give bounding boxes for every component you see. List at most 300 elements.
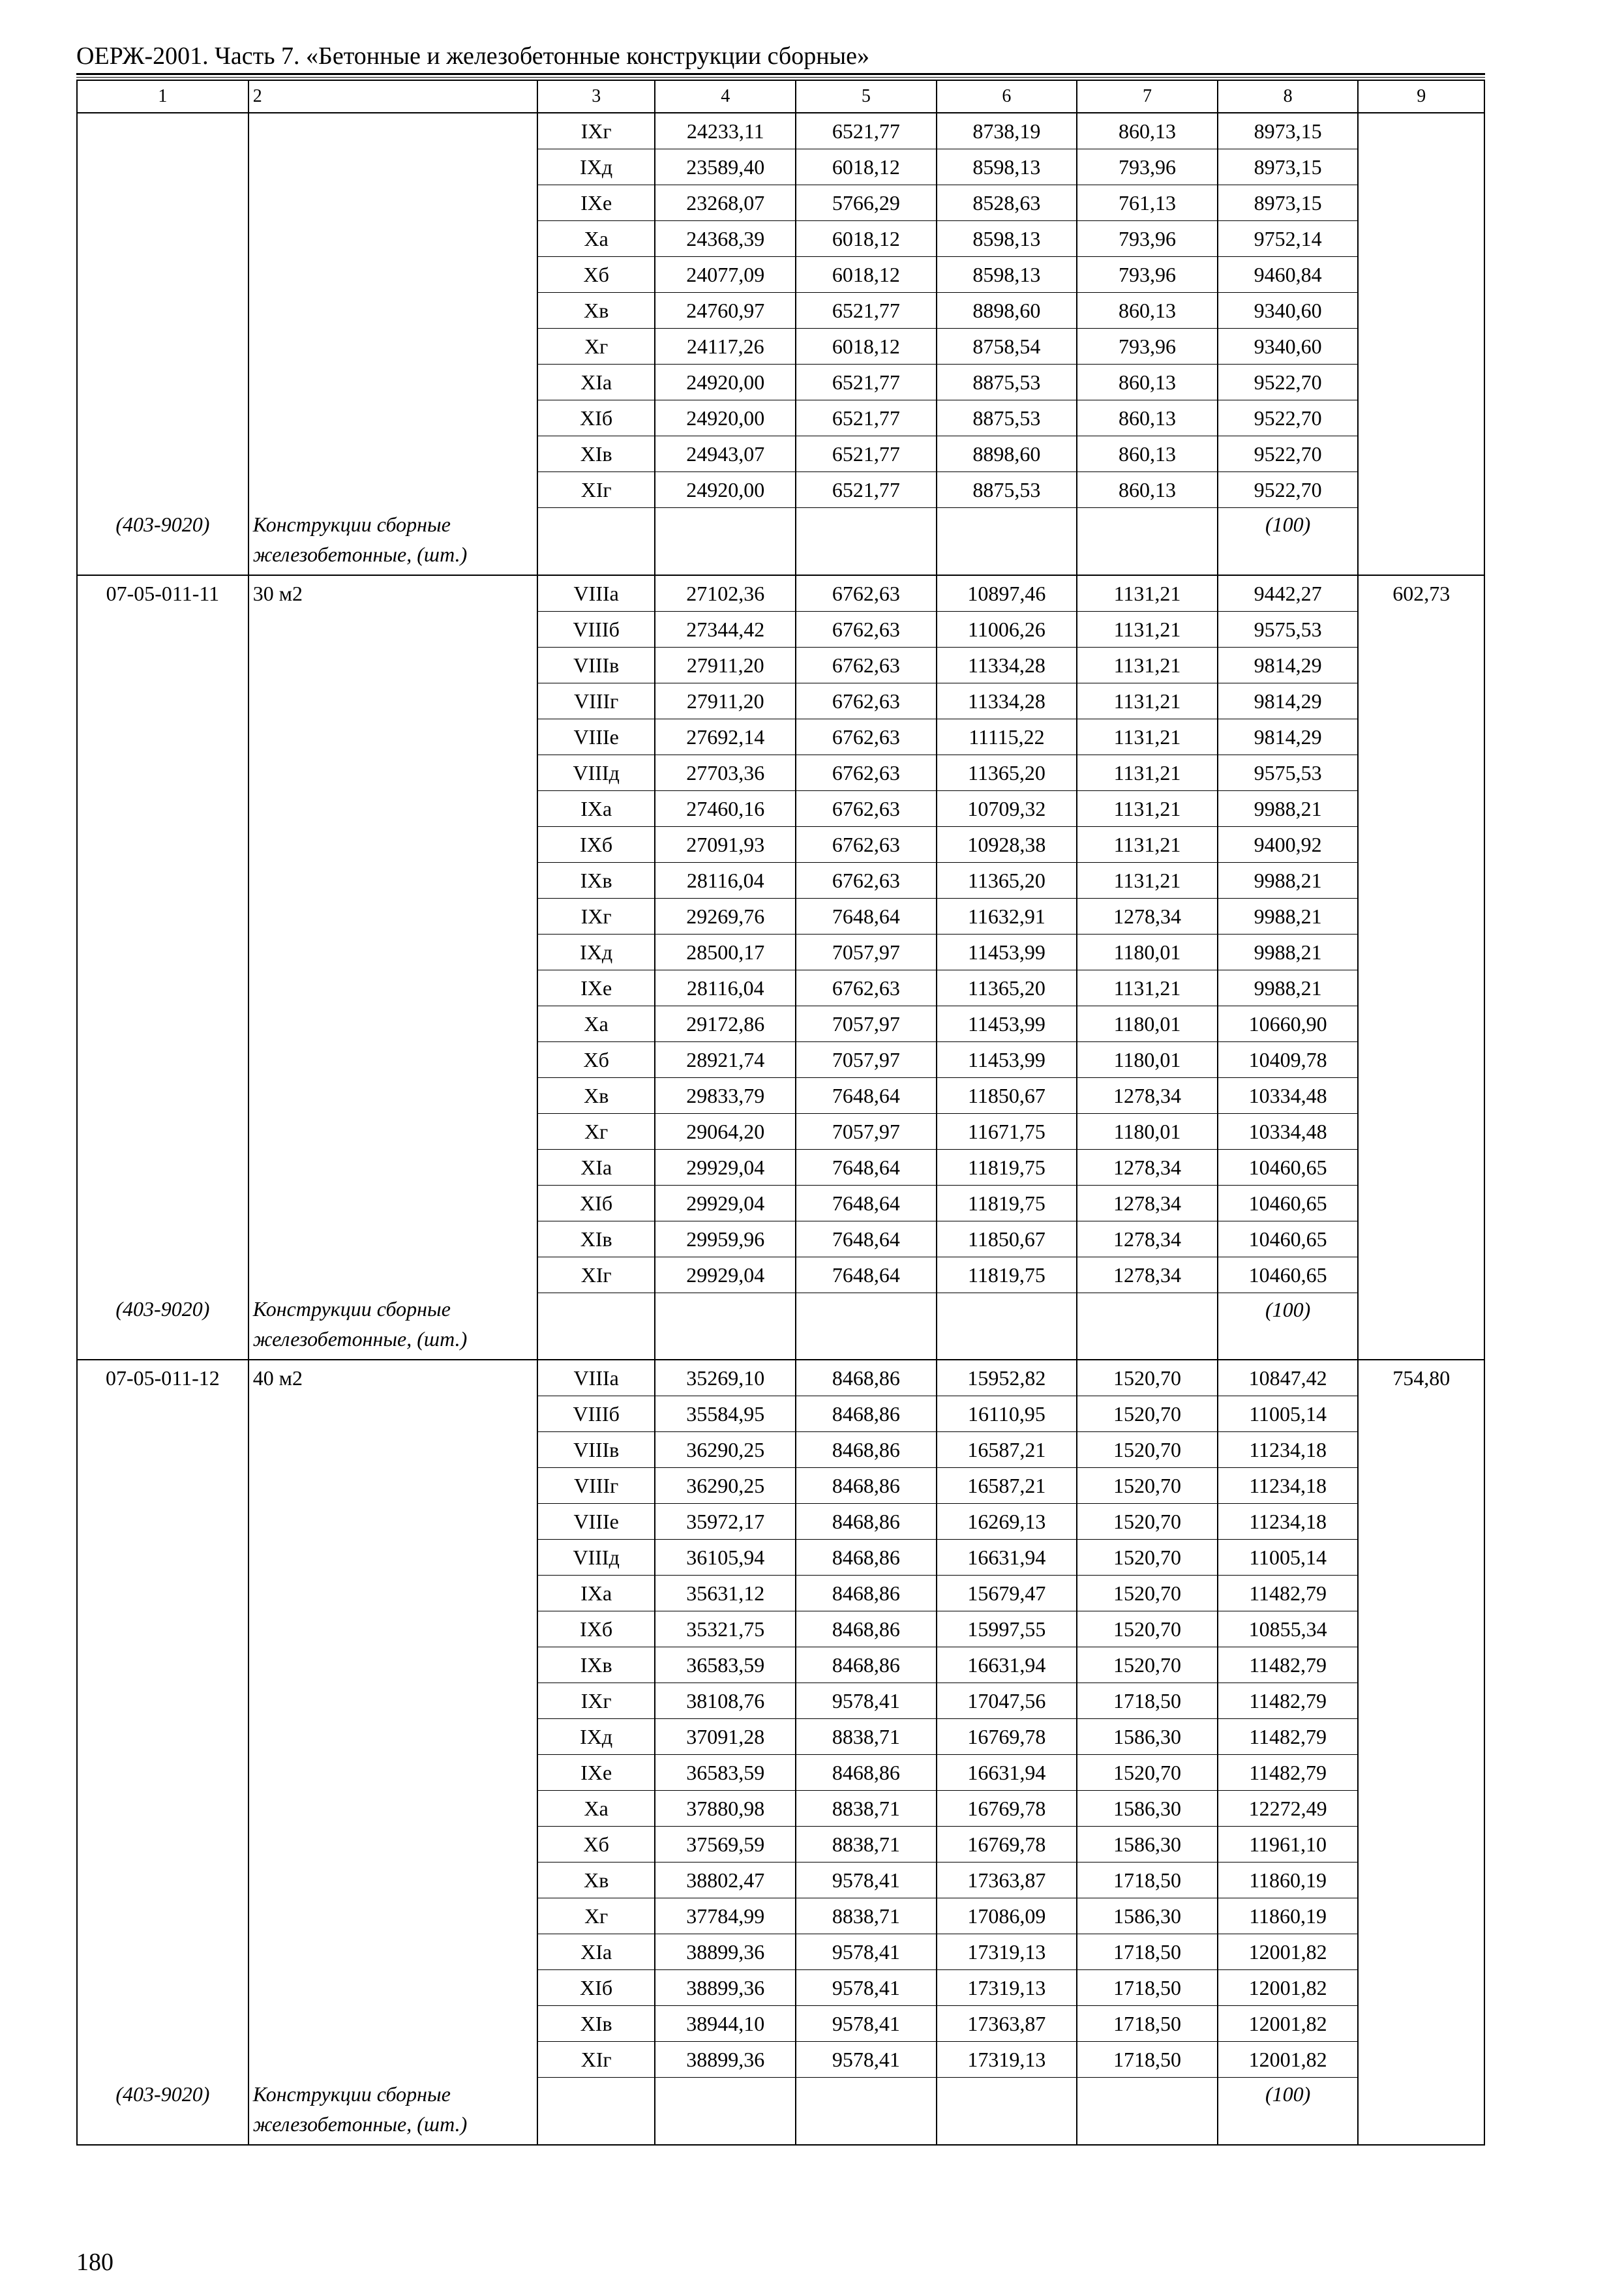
machinist-wage: 1520,70 [1077, 1540, 1218, 1576]
machine-cost: 17319,13 [937, 1970, 1077, 2006]
total-cost: 24760,97 [655, 293, 796, 329]
empty-cell [1358, 1257, 1484, 1293]
empty-cell [248, 826, 537, 862]
empty-cell [1358, 257, 1484, 293]
machinist-wage: 1180,01 [1077, 934, 1218, 970]
machinist-wage: 860,13 [1077, 113, 1218, 149]
machine-cost: 8875,53 [937, 365, 1077, 400]
empty-cell [77, 257, 248, 293]
labor-hours: 754,80 [1358, 1360, 1484, 1396]
machinist-wage: 1278,34 [1077, 1077, 1218, 1113]
zone-code: XIг [537, 1257, 655, 1293]
zone-code: IXг [537, 898, 655, 934]
table-row [77, 683, 1484, 719]
zone-code: Xг [537, 1898, 655, 1934]
empty-cell [796, 1293, 937, 1360]
empty-cell [248, 1576, 537, 1611]
empty-cell [248, 2042, 537, 2078]
empty-cell [77, 1647, 248, 1683]
labor-cost: 6521,77 [796, 365, 937, 400]
empty-cell [248, 257, 537, 293]
empty-cell [248, 436, 537, 472]
empty-cell [655, 508, 796, 575]
machine-cost: 8875,53 [937, 400, 1077, 436]
machinist-wage: 1718,50 [1077, 1683, 1218, 1719]
empty-cell [248, 862, 537, 898]
zone-code: IXд [537, 1719, 655, 1755]
machine-cost: 16587,21 [937, 1432, 1077, 1468]
empty-cell [248, 149, 537, 185]
materials-cost: 8973,15 [1218, 185, 1359, 221]
column-number: 8 [1218, 80, 1359, 113]
materials-cost: 11961,10 [1218, 1827, 1359, 1863]
empty-cell [77, 329, 248, 365]
zone-code: IXа [537, 790, 655, 826]
materials-cost: 10409,78 [1218, 1041, 1359, 1077]
labor-cost: 8468,86 [796, 1468, 937, 1504]
materials-cost: 10460,65 [1218, 1221, 1359, 1257]
table-row [77, 1077, 1484, 1113]
total-cost: 35321,75 [655, 1611, 796, 1647]
empty-cell [77, 647, 248, 683]
empty-cell [77, 1576, 248, 1611]
total-cost: 27911,20 [655, 647, 796, 683]
labor-cost: 6521,77 [796, 472, 937, 508]
materials-cost: 10460,65 [1218, 1257, 1359, 1293]
machinist-wage: 1278,34 [1077, 1149, 1218, 1185]
machine-cost: 11334,28 [937, 647, 1077, 683]
empty-cell [77, 1077, 248, 1113]
labor-cost: 6762,63 [796, 575, 937, 612]
empty-cell [1358, 1149, 1484, 1185]
zone-code: VIIIб [537, 611, 655, 647]
materials-cost: 12001,82 [1218, 1970, 1359, 2006]
empty-cell [1358, 683, 1484, 719]
machinist-wage: 761,13 [1077, 185, 1218, 221]
machinist-wage: 1718,50 [1077, 2006, 1218, 2042]
empty-cell [655, 2078, 796, 2145]
machine-cost: 8898,60 [937, 436, 1077, 472]
zone-code: Xв [537, 1863, 655, 1898]
empty-cell [1358, 934, 1484, 970]
machine-cost: 8598,13 [937, 149, 1077, 185]
empty-cell [248, 1755, 537, 1791]
labor-cost: 6762,63 [796, 826, 937, 862]
empty-cell [77, 1863, 248, 1898]
empty-cell [248, 1113, 537, 1149]
total-cost: 27091,93 [655, 826, 796, 862]
empty-cell [537, 508, 655, 575]
column-number: 7 [1077, 80, 1218, 113]
empty-cell [248, 934, 537, 970]
zone-code: IXг [537, 1683, 655, 1719]
empty-cell [1358, 1647, 1484, 1683]
machine-cost: 11819,75 [937, 1185, 1077, 1221]
machinist-wage: 1520,70 [1077, 1468, 1218, 1504]
zone-code: VIIIе [537, 719, 655, 755]
empty-cell [1358, 1006, 1484, 1041]
table-row [77, 1468, 1484, 1504]
empty-cell [248, 1257, 537, 1293]
machine-cost: 16769,78 [937, 1791, 1077, 1827]
materials-cost: 8973,15 [1218, 149, 1359, 185]
materials-cost: 10855,34 [1218, 1611, 1359, 1647]
material-quantity: (100) [1218, 1293, 1359, 1360]
empty-cell [77, 1396, 248, 1432]
total-cost: 36583,59 [655, 1755, 796, 1791]
total-cost: 29929,04 [655, 1185, 796, 1221]
empty-cell [1358, 1576, 1484, 1611]
table-row [77, 365, 1484, 400]
empty-cell [248, 2006, 537, 2042]
total-cost: 24920,00 [655, 400, 796, 436]
empty-cell [1358, 1432, 1484, 1468]
empty-cell [248, 1149, 537, 1185]
zone-code: IXа [537, 1576, 655, 1611]
labor-cost: 8468,86 [796, 1504, 937, 1540]
unit-of-measure: 40 м2 [248, 1360, 537, 1396]
labor-cost: 8838,71 [796, 1898, 937, 1934]
machine-cost: 11850,67 [937, 1221, 1077, 1257]
empty-cell [77, 1755, 248, 1791]
empty-cell [1358, 1077, 1484, 1113]
labor-cost: 6762,63 [796, 683, 937, 719]
empty-cell [77, 970, 248, 1006]
machine-cost: 11671,75 [937, 1113, 1077, 1149]
materials-cost: 10334,48 [1218, 1077, 1359, 1113]
table-row [77, 221, 1484, 257]
table-row [77, 1970, 1484, 2006]
machinist-wage: 860,13 [1077, 365, 1218, 400]
materials-cost: 9340,60 [1218, 329, 1359, 365]
zone-code: Xб [537, 1827, 655, 1863]
machinist-wage: 1520,70 [1077, 1504, 1218, 1540]
total-cost: 27703,36 [655, 755, 796, 790]
zone-code: XIв [537, 1221, 655, 1257]
material-code: (403-9020) [77, 508, 248, 575]
machinist-wage: 1131,21 [1077, 790, 1218, 826]
materials-cost: 9988,21 [1218, 862, 1359, 898]
empty-cell [77, 1898, 248, 1934]
machinist-wage: 1180,01 [1077, 1113, 1218, 1149]
material-code: (403-9020) [77, 2078, 248, 2145]
materials-cost: 11005,14 [1218, 1396, 1359, 1432]
empty-cell [248, 1898, 537, 1934]
machine-cost: 8875,53 [937, 472, 1077, 508]
column-number: 3 [537, 80, 655, 113]
total-cost: 29269,76 [655, 898, 796, 934]
machinist-wage: 860,13 [1077, 400, 1218, 436]
labor-cost: 8468,86 [796, 1360, 937, 1396]
empty-cell [937, 508, 1077, 575]
materials-cost: 9522,70 [1218, 436, 1359, 472]
total-cost: 24077,09 [655, 257, 796, 293]
empty-cell [77, 149, 248, 185]
machine-cost: 17363,87 [937, 2006, 1077, 2042]
zone-code: XIб [537, 400, 655, 436]
table-row [77, 1791, 1484, 1827]
empty-cell [1358, 1898, 1484, 1934]
material-quantity: (100) [1218, 508, 1359, 575]
machinist-wage: 1131,21 [1077, 755, 1218, 790]
total-cost: 27344,42 [655, 611, 796, 647]
total-cost: 28921,74 [655, 1041, 796, 1077]
total-cost: 37784,99 [655, 1898, 796, 1934]
empty-cell [1358, 508, 1484, 575]
column-number: 9 [1358, 80, 1484, 113]
zone-code: XIб [537, 1970, 655, 2006]
table-row [77, 934, 1484, 970]
zone-code: XIв [537, 2006, 655, 2042]
table-row [77, 1149, 1484, 1185]
empty-cell [77, 1468, 248, 1504]
table-row [77, 436, 1484, 472]
machine-cost: 11850,67 [937, 1077, 1077, 1113]
machine-cost: 10928,38 [937, 826, 1077, 862]
machinist-wage: 1586,30 [1077, 1898, 1218, 1934]
zone-code: IXв [537, 1647, 655, 1683]
total-cost: 29833,79 [655, 1077, 796, 1113]
zone-code: XIа [537, 1149, 655, 1185]
machine-cost: 17363,87 [937, 1863, 1077, 1898]
empty-cell [1358, 970, 1484, 1006]
labor-cost: 7057,97 [796, 934, 937, 970]
empty-cell [77, 1185, 248, 1221]
empty-cell [1358, 2078, 1484, 2145]
materials-cost: 9400,92 [1218, 826, 1359, 862]
page-number: 180 [76, 2249, 113, 2276]
materials-cost: 9988,21 [1218, 934, 1359, 970]
empty-cell [77, 611, 248, 647]
labor-cost: 7057,97 [796, 1006, 937, 1041]
empty-cell [77, 1006, 248, 1041]
empty-cell [796, 508, 937, 575]
empty-cell [248, 898, 537, 934]
table-row [77, 1611, 1484, 1647]
materials-cost: 11005,14 [1218, 1540, 1359, 1576]
total-cost: 28116,04 [655, 862, 796, 898]
empty-cell [937, 2078, 1077, 2145]
table-row [77, 1113, 1484, 1149]
empty-cell [77, 1149, 248, 1185]
column-number: 6 [937, 80, 1077, 113]
empty-cell [248, 1827, 537, 1863]
empty-cell [77, 1683, 248, 1719]
total-cost: 38802,47 [655, 1863, 796, 1898]
empty-cell [77, 400, 248, 436]
total-cost: 27102,36 [655, 575, 796, 612]
empty-cell [248, 970, 537, 1006]
labor-cost: 8468,86 [796, 1611, 937, 1647]
empty-cell [1358, 365, 1484, 400]
total-cost: 38899,36 [655, 1934, 796, 1970]
empty-cell [1358, 221, 1484, 257]
empty-cell [248, 1185, 537, 1221]
machine-cost: 16587,21 [937, 1468, 1077, 1504]
machinist-wage: 1131,21 [1077, 611, 1218, 647]
table-row [77, 1540, 1484, 1576]
total-cost: 29929,04 [655, 1149, 796, 1185]
labor-cost: 9578,41 [796, 1970, 937, 2006]
table-row [77, 970, 1484, 1006]
machinist-wage: 1131,21 [1077, 862, 1218, 898]
materials-cost: 12001,82 [1218, 1934, 1359, 1970]
total-cost: 38899,36 [655, 1970, 796, 2006]
column-number-row [77, 80, 1484, 113]
table-row [77, 862, 1484, 898]
page-header-title: ОЕРЖ-2001. Часть 7. «Бетонные и железобетонные конструкции сборные» [76, 42, 869, 70]
empty-cell [1358, 1791, 1484, 1827]
machine-cost: 11819,75 [937, 1257, 1077, 1293]
total-cost: 28116,04 [655, 970, 796, 1006]
table-row [77, 185, 1484, 221]
zone-code: IXг [537, 113, 655, 149]
empty-cell [537, 2078, 655, 2145]
materials-cost: 11482,79 [1218, 1719, 1359, 1755]
table-row [77, 611, 1484, 647]
empty-cell [77, 293, 248, 329]
total-cost: 38108,76 [655, 1683, 796, 1719]
empty-cell [77, 1934, 248, 1970]
empty-cell [1358, 647, 1484, 683]
total-cost: 29064,20 [655, 1113, 796, 1149]
zone-code: Xв [537, 1077, 655, 1113]
labor-cost: 6762,63 [796, 790, 937, 826]
total-cost: 37569,59 [655, 1827, 796, 1863]
zone-code: XIб [537, 1185, 655, 1221]
empty-cell [1358, 1293, 1484, 1360]
total-cost: 38899,36 [655, 2042, 796, 2078]
machine-cost: 11453,99 [937, 1041, 1077, 1077]
empty-cell [77, 1827, 248, 1863]
machine-cost: 8598,13 [937, 257, 1077, 293]
empty-cell [248, 1540, 537, 1576]
materials-cost: 10660,90 [1218, 1006, 1359, 1041]
materials-cost: 11482,79 [1218, 1647, 1359, 1683]
empty-cell [77, 2042, 248, 2078]
machine-cost: 16110,95 [937, 1396, 1077, 1432]
materials-cost: 11860,19 [1218, 1863, 1359, 1898]
zone-code: VIIIв [537, 647, 655, 683]
materials-cost: 10460,65 [1218, 1149, 1359, 1185]
labor-cost: 6762,63 [796, 611, 937, 647]
empty-cell [1358, 329, 1484, 365]
zone-code: XIа [537, 1934, 655, 1970]
empty-cell [1358, 1683, 1484, 1719]
material-quantity: (100) [1218, 2078, 1359, 2145]
column-number: 4 [655, 80, 796, 113]
labor-cost: 6521,77 [796, 293, 937, 329]
machine-cost: 15679,47 [937, 1576, 1077, 1611]
column-number: 1 [77, 80, 248, 113]
machinist-wage: 1520,70 [1077, 1611, 1218, 1647]
empty-cell [1358, 1719, 1484, 1755]
table-row [77, 1755, 1484, 1791]
empty-cell [77, 1257, 248, 1293]
materials-cost: 11860,19 [1218, 1898, 1359, 1934]
empty-cell [1358, 1396, 1484, 1432]
materials-cost: 11482,79 [1218, 1755, 1359, 1791]
labor-cost: 6521,77 [796, 436, 937, 472]
empty-cell [248, 293, 537, 329]
material-footer-row [77, 508, 1484, 575]
zone-code: IXб [537, 826, 655, 862]
labor-cost: 9578,41 [796, 2042, 937, 2078]
table-row [77, 1432, 1484, 1468]
table-row [77, 1221, 1484, 1257]
machine-cost: 8528,63 [937, 185, 1077, 221]
empty-cell [1358, 898, 1484, 934]
empty-cell [77, 1504, 248, 1540]
materials-cost: 12001,82 [1218, 2006, 1359, 2042]
zone-code: IXд [537, 934, 655, 970]
empty-cell [248, 1791, 537, 1827]
total-cost: 27460,16 [655, 790, 796, 826]
zone-code: VIIIе [537, 1504, 655, 1540]
table-row [77, 1185, 1484, 1221]
materials-cost: 9522,70 [1218, 472, 1359, 508]
labor-cost: 9578,41 [796, 2006, 937, 2042]
machinist-wage: 1278,34 [1077, 1185, 1218, 1221]
labor-cost: 7648,64 [796, 1185, 937, 1221]
zone-code: VIIIг [537, 1468, 655, 1504]
table-row [77, 755, 1484, 790]
machine-cost: 11365,20 [937, 755, 1077, 790]
table-row [77, 113, 1484, 149]
materials-cost: 9988,21 [1218, 970, 1359, 1006]
zone-code: IXе [537, 1755, 655, 1791]
labor-cost: 7648,64 [796, 1077, 937, 1113]
labor-cost: 6521,77 [796, 113, 937, 149]
empty-cell [248, 1719, 537, 1755]
table-row [77, 1257, 1484, 1293]
materials-cost: 12272,49 [1218, 1791, 1359, 1827]
materials-cost: 9988,21 [1218, 790, 1359, 826]
table-row [77, 575, 1484, 612]
empty-cell [77, 365, 248, 400]
labor-cost: 7648,64 [796, 1221, 937, 1257]
machine-cost: 11819,75 [937, 1149, 1077, 1185]
zone-code: XIа [537, 365, 655, 400]
machinist-wage: 860,13 [1077, 472, 1218, 508]
empty-cell [1358, 1221, 1484, 1257]
table-row [77, 719, 1484, 755]
empty-cell [1358, 862, 1484, 898]
labor-cost: 8838,71 [796, 1719, 937, 1755]
empty-cell [248, 1934, 537, 1970]
machinist-wage: 1278,34 [1077, 1221, 1218, 1257]
empty-cell [1358, 400, 1484, 436]
empty-cell [796, 2078, 937, 2145]
empty-cell [248, 1041, 537, 1077]
labor-cost: 6762,63 [796, 719, 937, 755]
empty-cell [77, 862, 248, 898]
empty-cell [77, 2006, 248, 2042]
materials-cost: 12001,82 [1218, 2042, 1359, 2078]
machinist-wage: 1520,70 [1077, 1647, 1218, 1683]
machine-cost: 8738,19 [937, 113, 1077, 149]
table-row [77, 2042, 1484, 2078]
empty-cell [77, 221, 248, 257]
empty-cell [77, 1221, 248, 1257]
column-number: 5 [796, 80, 937, 113]
machinist-wage: 1718,50 [1077, 2042, 1218, 2078]
total-cost: 24368,39 [655, 221, 796, 257]
empty-cell [1077, 2078, 1218, 2145]
empty-cell [248, 611, 537, 647]
empty-cell [77, 436, 248, 472]
empty-cell [1077, 508, 1218, 575]
